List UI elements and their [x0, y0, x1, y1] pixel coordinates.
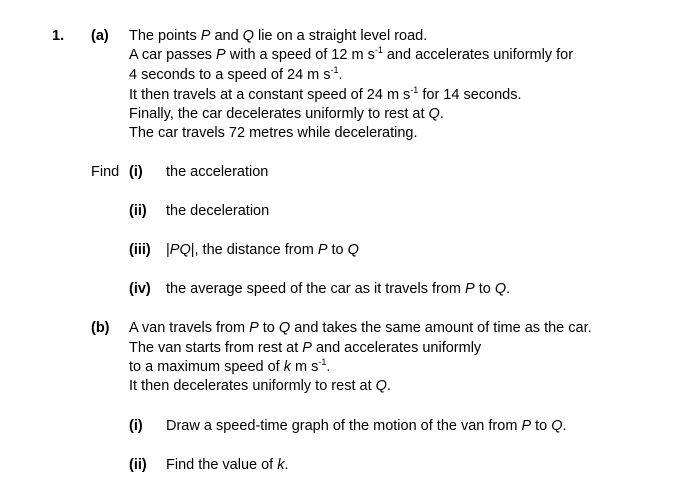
- subpart-label: (i): [129, 418, 143, 434]
- subpart-text: Find the value of k.: [166, 457, 289, 473]
- find-label: Find: [91, 164, 120, 180]
- subpart-text: the acceleration: [166, 164, 269, 180]
- part-a-intro-line: 4 seconds to a speed of 24 m $s^{-1}$.: [129, 65, 343, 83]
- subpart-text: |PQ|, the distance from P to Q: [166, 242, 359, 258]
- subpart-label: (iii): [129, 242, 151, 258]
- part-b-intro-line: It then decelerates uniformly to rest at Q.: [129, 378, 391, 394]
- part-a-intro-line: A car passes P with a speed of 12 m $s^{-1}$ and accelerates uniformly for: [129, 45, 574, 63]
- part-b-intro-line: The van starts from rest at P and accelerates uniformly: [129, 340, 482, 356]
- subpart-label: (ii): [129, 457, 147, 473]
- subpart-text: Draw a speed-time graph of the motion of the van from P to Q.: [166, 418, 567, 434]
- subpart-label: (ii): [129, 203, 147, 219]
- part-a-intro-line: The car travels 72 metres while decelerating.: [129, 125, 418, 141]
- part-a-intro-line: Finally, the car decelerates uniformly to rest at Q.: [129, 106, 444, 122]
- subpart-label: (iv): [129, 281, 151, 297]
- subpart-text: the deceleration: [166, 203, 270, 219]
- part-a-intro-line: It then travels at a constant speed of 24 m $s^{-1}$ for 14 seconds.: [129, 85, 522, 103]
- subpart-label: (i): [129, 164, 143, 180]
- subpart-text: the average speed of the car as it travels from P to Q.: [166, 281, 511, 297]
- part-b-intro-line: A van travels from P to Q and takes the same amount of time as the car.: [129, 320, 592, 336]
- part-b-label: (b): [91, 320, 110, 336]
- part-a-intro-line: The points P and Q lie on a straight level road.: [129, 28, 428, 44]
- part-b-intro-line: to a maximum speed of k m $s^{-1}$.: [129, 357, 331, 375]
- part-a-label: (a): [91, 28, 109, 44]
- question-number: 1.: [52, 28, 65, 44]
